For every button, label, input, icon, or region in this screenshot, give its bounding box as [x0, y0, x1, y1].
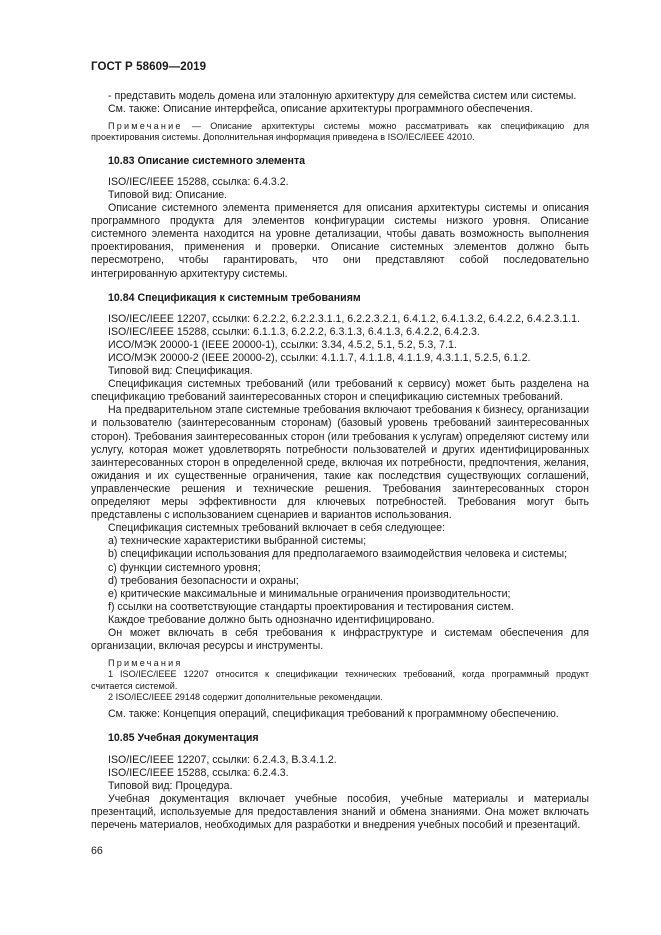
s1084-see-also: См. также: Концепция операций, спецификация требований к программному обеспечению. [108, 708, 559, 721]
s1084-note2: 2 ISO/IEC/IEEE 29148 содержит дополнительные рекомендации. [108, 692, 383, 703]
s1085-ref: ISO/IEC/IEEE 15288, ссылка: 6.2.4.3. [108, 766, 289, 779]
page-number: 66 [91, 845, 103, 857]
s1084-each-req: Каждое требование должно быть однозначно идентифицировано. [108, 613, 435, 626]
s1085-body: Учебная документация включает учебные пособия, учебные материалы и материалы презентаций, используемые для предоставления знаний и обмена знаниями. Она может включать перечень материалов, необходимых для разработки и внедрения учебных пособий и презентаций. [91, 792, 589, 831]
s1084-para1: Спецификация системных требований (или требований к сервису) может быть разделена на спецификацию требований заинтересованных сторон и спецификацию системных требований. [91, 378, 589, 404]
list-item: d) требования безопасности и охраны; [108, 574, 299, 587]
note-label: Примечание [108, 121, 183, 132]
list-item: a) технические характеристики выбранной системы; [108, 535, 367, 548]
s1083-ref: ISO/IEC/IEEE 15288, ссылка: 6.4.3.2. [108, 175, 289, 188]
notes-label: Примечания [108, 658, 183, 669]
list-item: f) ссылки на соответствующие стандарты проектирования и тестирования систем. [108, 600, 514, 613]
s1084-note1: 1 ISO/IEC/IEEE 12207 относится к спецификации технических требований, когда программный продукт считается системой. [91, 669, 589, 691]
section-heading-10-85: 10.85 Учебная документация [108, 732, 259, 745]
s1085-ref: ISO/IEC/IEEE 12207, ссылки: 6.2.4.3, B.3.4.1.2. [108, 753, 337, 766]
s1084-list-intro: Спецификация системных требований включает в себя следующее: [108, 522, 446, 535]
section-heading-10-83: 10.83 Описание системного элемента [108, 154, 306, 167]
s1084-infra: Он может включать в себя требования к инфраструктуре и системам обеспечения для организации, включая ресурсы и инструменты. [91, 626, 589, 653]
s1084-ref: ISO/IEC/IEEE 12207, ссылки: 6.2.2.2, 6.2.2.3.1.1, 6.2.2.3.2.1, 6.4.1.2, 6.4.1.3.2, 6.4.2.2, 6.4.2.3.1.1. [108, 312, 580, 325]
s1083-view: Типовой вид: Описание. [108, 188, 228, 201]
s1084-para2: На предварительном этапе системные требования включают требования к бизнесу, организации и пользователю (заинтересованным сторонам) (базовый уровень требований заинтересованных сторон). Требования заинтересованных сторон (или требования к услугам) определяют систему или услугу, которая может удовлетворять потребности пользователей и других идентифицированных заинтересованных сторон в определенной среде, включая их потребности, предпочтения, желания, ожидания и их существенные ограничения, такие как последствия существующих соглашений, управленческие решения и технические решения. Требования заинтересованных сторон определяют меры эффективности для ключевых потребностей. Требования могут быть представлены с использованием сценариев и вариантов использования. [91, 404, 589, 522]
s1084-ref: ИСО/МЭК 20000-1 (IEEE 20000-1), ссылки: 3.34, 4.5.2, 5.1, 5.2, 5.3, 7.1. [108, 338, 457, 351]
s1084-ref: ISO/IEC/IEEE 15288, ссылки: 6.1.1.3, 6.2.2.2, 6.3.1.3, 6.4.1.3, 6.4.2.2, 6.4.2.3. [108, 325, 480, 338]
list-item: b) спецификации использования для предполагаемого взаимодействия человека и системы; [108, 548, 568, 561]
page-content [91, 90, 589, 832]
s1085-view: Типовой вид: Процедура. [108, 779, 233, 792]
note-text: — Описание архитектуры системы можно рассматривать как спецификацию для проектирования системы. Дополнительная информация приведена в ISO/IEC/IEEE 42010. [91, 121, 589, 143]
s1084-ref: ИСО/МЭК 20000-2 (IEEE 20000-2), ссылки: 4.1.1.7, 4.1.1.8, 4.1.1.9, 4.3.1.1, 5.2.5, 6.1.2. [108, 352, 531, 364]
s1084-view: Типовой вид: Спецификация. [108, 365, 253, 378]
s1083-body: Описание системного элемента применяется для описания архитектуры системы и описания программного продукта для элементов конфигурации системы низкого уровня. Описание системного элемента находится на уровне детализации, чтобы давать возможность выполнения проектирования, применения и проверки. Описание системных элементов должно быть пересмотрено, чтобы гарантировать, что они представляют собой последовательно интегрированную архитектуру системы. [91, 202, 589, 280]
intro-see-also: См. также: Описание интерфейса, описание архитектуры программного обеспечения. [108, 103, 533, 116]
intro-note [91, 121, 589, 144]
section-heading-10-84: 10.84 Спецификация к системным требованиям [108, 291, 361, 304]
intro-line: - представить модель домена или эталонную архитектуру для семейства систем или системы. [108, 90, 577, 102]
document-header: ГОСТ Р 58609—2019 [91, 61, 207, 73]
list-item: c) функции системного уровня; [108, 561, 261, 574]
list-item: e) критические максимальные и минимальные ограничения производительности; [108, 587, 511, 600]
